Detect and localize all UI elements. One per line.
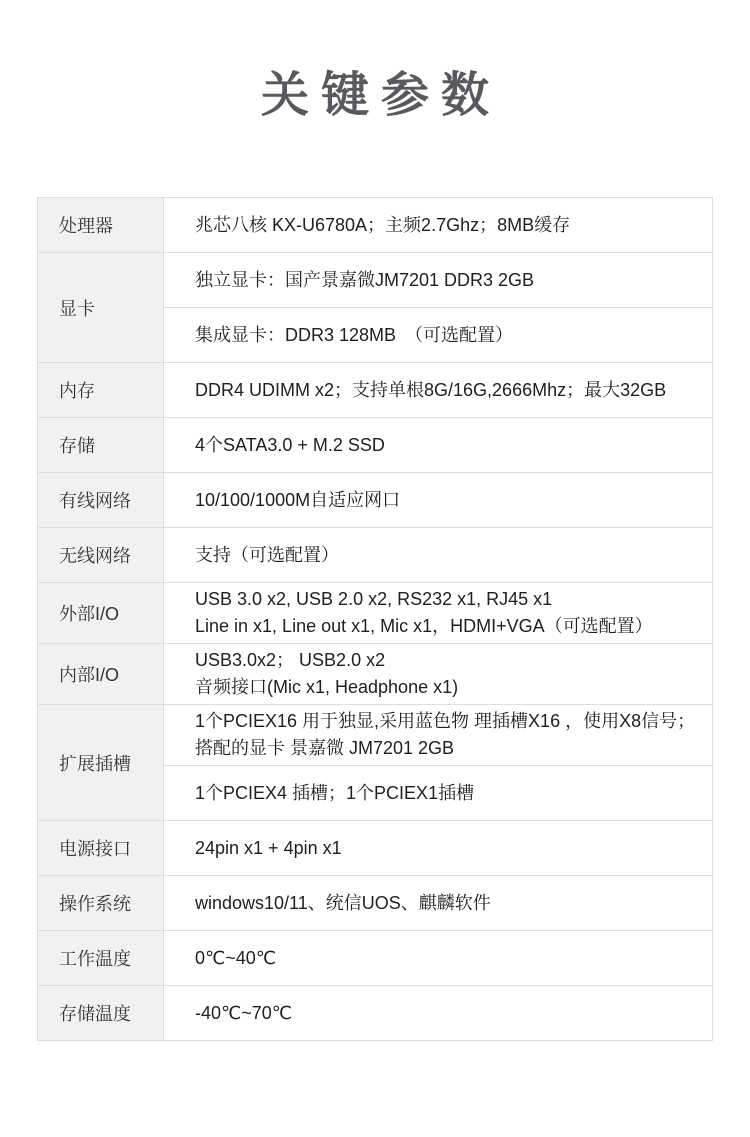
- spec-row: [38, 253, 713, 308]
- spec-value: [164, 528, 713, 583]
- spec-value: [164, 308, 713, 363]
- spec-label: 外部I/O: [38, 583, 164, 644]
- spec-page: [0, 70, 750, 1041]
- spec-row: [38, 876, 713, 931]
- spec-value-line: USB3.0x2； USB2.0 x2: [195, 650, 386, 670]
- spec-value: [164, 198, 713, 253]
- spec-label: 有线网络: [38, 473, 164, 528]
- spec-row: [38, 363, 713, 418]
- spec-row: [38, 583, 713, 644]
- spec-value-line: -40℃~70℃: [195, 1002, 292, 1023]
- spec-label: 工作温度: [38, 931, 164, 986]
- spec-value-line: windows10/11、统信UOS、麒麟软件: [195, 892, 491, 913]
- spec-row: [38, 931, 713, 986]
- spec-label: 电源接口: [38, 821, 164, 876]
- spec-row: [38, 644, 713, 705]
- spec-value-line: 0℃~40℃: [195, 947, 276, 968]
- spec-value-line: 音频接口(Mic x1, Headphone x1): [195, 677, 459, 697]
- spec-label: 存储: [38, 418, 164, 473]
- spec-value-line: 支持（可选配置）: [195, 544, 339, 565]
- spec-label: 操作系统: [38, 876, 164, 931]
- page-title: 关键参数: [260, 69, 501, 122]
- spec-value-line: 1个PCIEX16 用于独显,采用蓝色物 理插槽X16 ，使用X8信号；: [195, 711, 696, 731]
- spec-value: [164, 644, 713, 705]
- spec-row: [38, 418, 713, 473]
- spec-value-line: 1个PCIEX4 插槽；1个PCIEX1插槽: [195, 782, 475, 803]
- spec-value: [164, 418, 713, 473]
- spec-label: 内部I/O: [38, 644, 164, 705]
- spec-value: [164, 931, 713, 986]
- spec-value-line: 4个SATA3.0 + M.2 SSD: [195, 434, 385, 455]
- spec-value: [164, 583, 713, 644]
- spec-value: [164, 986, 713, 1041]
- spec-value: [164, 876, 713, 931]
- spec-value: [164, 766, 713, 821]
- spec-label: 扩展插槽: [38, 705, 164, 821]
- spec-value-line: 10/100/1000M自适应网口: [195, 489, 401, 510]
- spec-value: [164, 363, 713, 418]
- spec-table-body: [38, 198, 713, 1041]
- spec-value-line: DDR4 UDIMM x2；支持单根8G/16G,2666Mhz；最大32GB: [195, 379, 667, 400]
- spec-label: 显卡: [38, 253, 164, 363]
- spec-label: 无线网络: [38, 528, 164, 583]
- spec-value: [164, 473, 713, 528]
- spec-value-line: 搭配的显卡 景嘉微 JM7201 2GB: [195, 738, 455, 758]
- spec-value-line: Line in x1, Line out x1, Mic x1，HDMI+VGA（可选配置）: [195, 616, 653, 636]
- spec-label: 内存: [38, 363, 164, 418]
- spec-row: [38, 705, 713, 766]
- spec-value-line: USB 3.0 x2, USB 2.0 x2, RS232 x1, RJ45 x1: [195, 589, 553, 609]
- spec-value: [164, 705, 713, 766]
- spec-value-line: 24pin x1 + 4pin x1: [195, 837, 342, 858]
- spec-row: [38, 986, 713, 1041]
- spec-row: [38, 198, 713, 253]
- spec-label: 存储温度: [38, 986, 164, 1041]
- spec-row: [38, 473, 713, 528]
- spec-label: 处理器: [38, 198, 164, 253]
- spec-value-line: 兆芯八核 KX-U6780A；主频2.7Ghz；8MB缓存: [195, 214, 571, 235]
- spec-value: [164, 821, 713, 876]
- spec-row: [38, 821, 713, 876]
- spec-value-line: 集成显卡：DDR3 128MB （可选配置）: [195, 324, 514, 345]
- spec-table: [37, 197, 713, 1041]
- spec-row: [38, 528, 713, 583]
- spec-value-line: 独立显卡：国产景嘉微JM7201 DDR3 2GB: [195, 269, 535, 290]
- spec-value: [164, 253, 713, 308]
